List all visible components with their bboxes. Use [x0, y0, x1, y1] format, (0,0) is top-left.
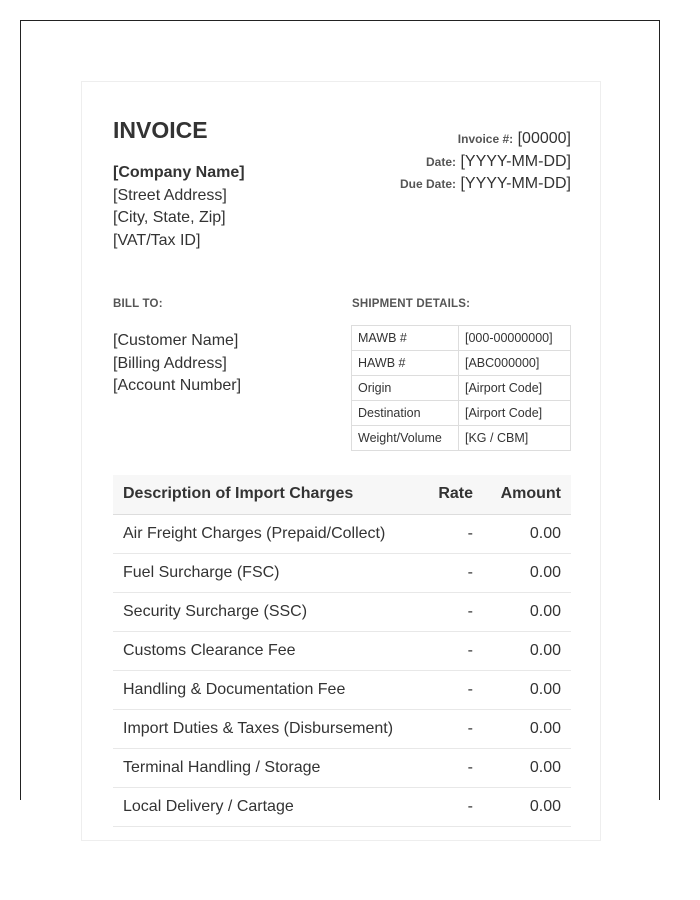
table-row [113, 787, 571, 826]
charge-rate: - [413, 787, 473, 826]
due-date-value: [YYYY-MM-DD] [460, 175, 571, 192]
charge-amount: 0.00 [473, 748, 571, 787]
bill-to-heading: BILL TO: [113, 298, 163, 310]
charge-rate: - [413, 748, 473, 787]
table-row [113, 748, 571, 787]
shipment-row-hawb [352, 351, 571, 376]
company-info [113, 162, 245, 252]
charge-rate: - [413, 670, 473, 709]
invoice-number-label: Invoice #: [457, 132, 514, 146]
company-name: [Company Name] [113, 164, 245, 181]
shipment-row-mawb [352, 326, 571, 351]
shipment-value: [Airport Code] [459, 376, 571, 401]
table-row [113, 631, 571, 670]
rate-header: Rate [413, 475, 473, 514]
invoice-date-row [400, 151, 571, 174]
charge-description: Handling & Documentation Fee [113, 670, 413, 709]
table-row [113, 553, 571, 592]
shipment-key: MAWB # [352, 326, 459, 351]
charge-rate: - [413, 553, 473, 592]
charge-amount: 0.00 [473, 631, 571, 670]
invoice-date-value: [YYYY-MM-DD] [460, 152, 571, 170]
shipment-value: [Airport Code] [459, 401, 571, 426]
account-number: [Account Number] [113, 377, 242, 394]
table-row [113, 709, 571, 748]
charge-amount: 0.00 [473, 670, 571, 709]
charge-amount: 0.00 [473, 709, 571, 748]
shipment-value: [ABC000000] [459, 351, 571, 376]
charge-amount: 0.00 [473, 514, 571, 553]
invoice-content [113, 116, 571, 815]
shipment-row-destination [352, 401, 571, 426]
company-tax-id: [VAT/Tax ID] [113, 231, 201, 249]
invoice-meta [400, 128, 571, 196]
charge-amount: 0.00 [473, 553, 571, 592]
charge-amount: 0.00 [473, 787, 571, 826]
charge-description: Customs Clearance Fee [113, 631, 413, 670]
shipment-key: HAWB # [352, 351, 459, 376]
shipment-row-weight [352, 426, 571, 451]
invoice-number-row [400, 128, 571, 151]
charge-rate: - [413, 514, 473, 553]
shipment-key: Weight/Volume [352, 426, 459, 451]
charge-rate: - [413, 709, 473, 748]
company-city: [City, State, Zip] [113, 209, 226, 226]
bill-to-block [113, 330, 241, 398]
charge-description: Air Freight Charges (Prepaid/Collect) [113, 514, 413, 553]
due-date-label: Due Date: [400, 177, 457, 191]
invoice-title: INVOICE [113, 117, 208, 143]
charges-header-row [113, 475, 571, 514]
charge-description: Import Duties & Taxes (Disbursement) [113, 709, 413, 748]
charge-amount: 0.00 [473, 592, 571, 631]
table-row [113, 514, 571, 553]
shipment-key: Origin [352, 376, 459, 401]
table-row [113, 592, 571, 631]
charge-rate: - [413, 631, 473, 670]
charges-table [113, 475, 571, 827]
charge-description: Terminal Handling / Storage [113, 748, 413, 787]
description-header: Description of Import Charges [113, 475, 413, 514]
table-row [113, 670, 571, 709]
shipment-row-origin [352, 376, 571, 401]
shipment-details-table [351, 325, 571, 451]
customer-name: [Customer Name] [113, 332, 239, 349]
charge-description: Security Surcharge (SSC) [113, 592, 413, 631]
invoice-date-label: Date: [426, 154, 457, 169]
shipment-value: [000-00000000] [459, 326, 571, 351]
due-date-row [400, 173, 571, 196]
charge-rate: - [413, 592, 473, 631]
document-viewport [20, 20, 660, 815]
invoice-number-value: [00000] [517, 130, 571, 147]
company-street: [Street Address] [113, 186, 227, 204]
charge-description: Fuel Surcharge (FSC) [113, 553, 413, 592]
amount-header: Amount [473, 475, 571, 514]
shipment-value: [KG / CBM] [459, 426, 571, 451]
invoice-page [81, 81, 601, 841]
shipment-key: Destination [352, 401, 459, 426]
shipment-details-heading: SHIPMENT DETAILS: [352, 298, 471, 310]
billing-address: [Billing Address] [113, 354, 227, 372]
charge-description: Local Delivery / Cartage [113, 787, 413, 826]
